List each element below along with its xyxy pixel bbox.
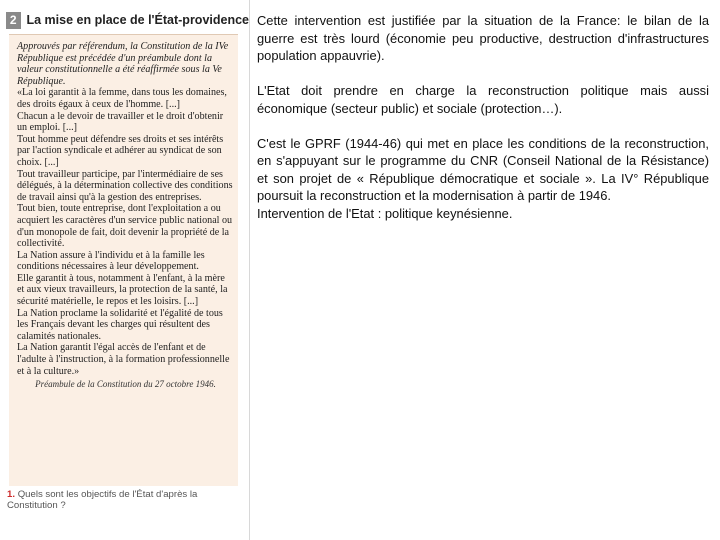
question-text: Quels sont les objectifs de l'État d'après la Constitution ? bbox=[7, 489, 198, 511]
document-source: Préambule de la Constitution du 27 octobre 1946. bbox=[35, 379, 216, 390]
document-paragraph: Chacun a le devoir de travailler et le droit d'obtenir un emploi. [...] bbox=[17, 110, 224, 134]
question-number: 1. bbox=[7, 489, 16, 500]
document-paragraph: Tout bien, toute entreprise, dont l'exploitation a ou acquiert les caractères d'un service public national ou d'un monopole de fait, doit devenir la propriété de la collectivité. bbox=[17, 203, 233, 250]
document-panel bbox=[0, 0, 250, 540]
document-paragraph: La Nation assure à l'individu et à la famille les conditions nécessaires à leur développement. bbox=[17, 249, 205, 273]
document-paragraph: La Nation proclame la solidarité et l'égalité de tous les Français devant les charges qui résultent des calamités nationales. bbox=[17, 307, 223, 342]
document-paragraph: Tout homme peut défendre ses droits et ses intérêts par l'action syndicale et adhérer au syndicat de son choix. [...] bbox=[17, 133, 224, 168]
explanation-text bbox=[257, 12, 709, 222]
document-paragraph: Elle garantit à tous, notamment à l'enfant, à la mère et aux vieux travailleurs, la protection de la santé, la sécurité matérielle, le repos et les loisirs. [...] bbox=[17, 272, 228, 308]
explanation-paragraph-4: Intervention de l'Etat : politique keynésienne. bbox=[257, 205, 513, 221]
document-number-badge: 2 bbox=[6, 12, 21, 29]
document-paragraph: Tout travailleur participe, par l'intermédiaire de ses délégués, à la détermination collective des conditions de travail ainsi qu'à la gestion des entreprises. bbox=[17, 168, 233, 203]
document-paragraph: La Nation garantit l'égal accès de l'enfant et de l'adulte à l'instruction, à la formation professionnelle et à la culture.» bbox=[17, 342, 230, 377]
document-title: La mise en place de l'État-providence bbox=[26, 13, 249, 27]
explanation-paragraph-3: C'est le GPRF (1944-46) qui met en place les conditions de la reconstruction, en s'appuyant sur le programme du CNR (Conseil National de la Résistance) et son projet de « République démocratique et sociale ». La IV° République poursuit la reconstruction et la modernisation à partir de 1946. bbox=[257, 135, 709, 203]
document-text-box bbox=[9, 34, 238, 486]
document-header bbox=[6, 10, 249, 30]
explanation-paragraph-2: L'Etat doit prendre en charge la reconstruction politique mais aussi économique (secteur public) et sociale (protection…). bbox=[257, 83, 709, 116]
document-intro: Approuvés par référendum, la Constitution de la IVe République est précédée d'un préambule dont la valeur constitutionnelle a été réaffirmée sous la Ve République. bbox=[17, 41, 229, 87]
document-paragraph: «La loi garantit à la femme, dans tous les domaines, des droits égaux à ceux de l'homme. [...] bbox=[17, 87, 227, 110]
question bbox=[7, 489, 247, 511]
explanation-paragraph-1: Cette intervention est justifiée par la situation de la France: le bilan de la guerre est très lourd (économie peu productive, destruction d'infrastructures population appauvrie). bbox=[257, 13, 709, 63]
